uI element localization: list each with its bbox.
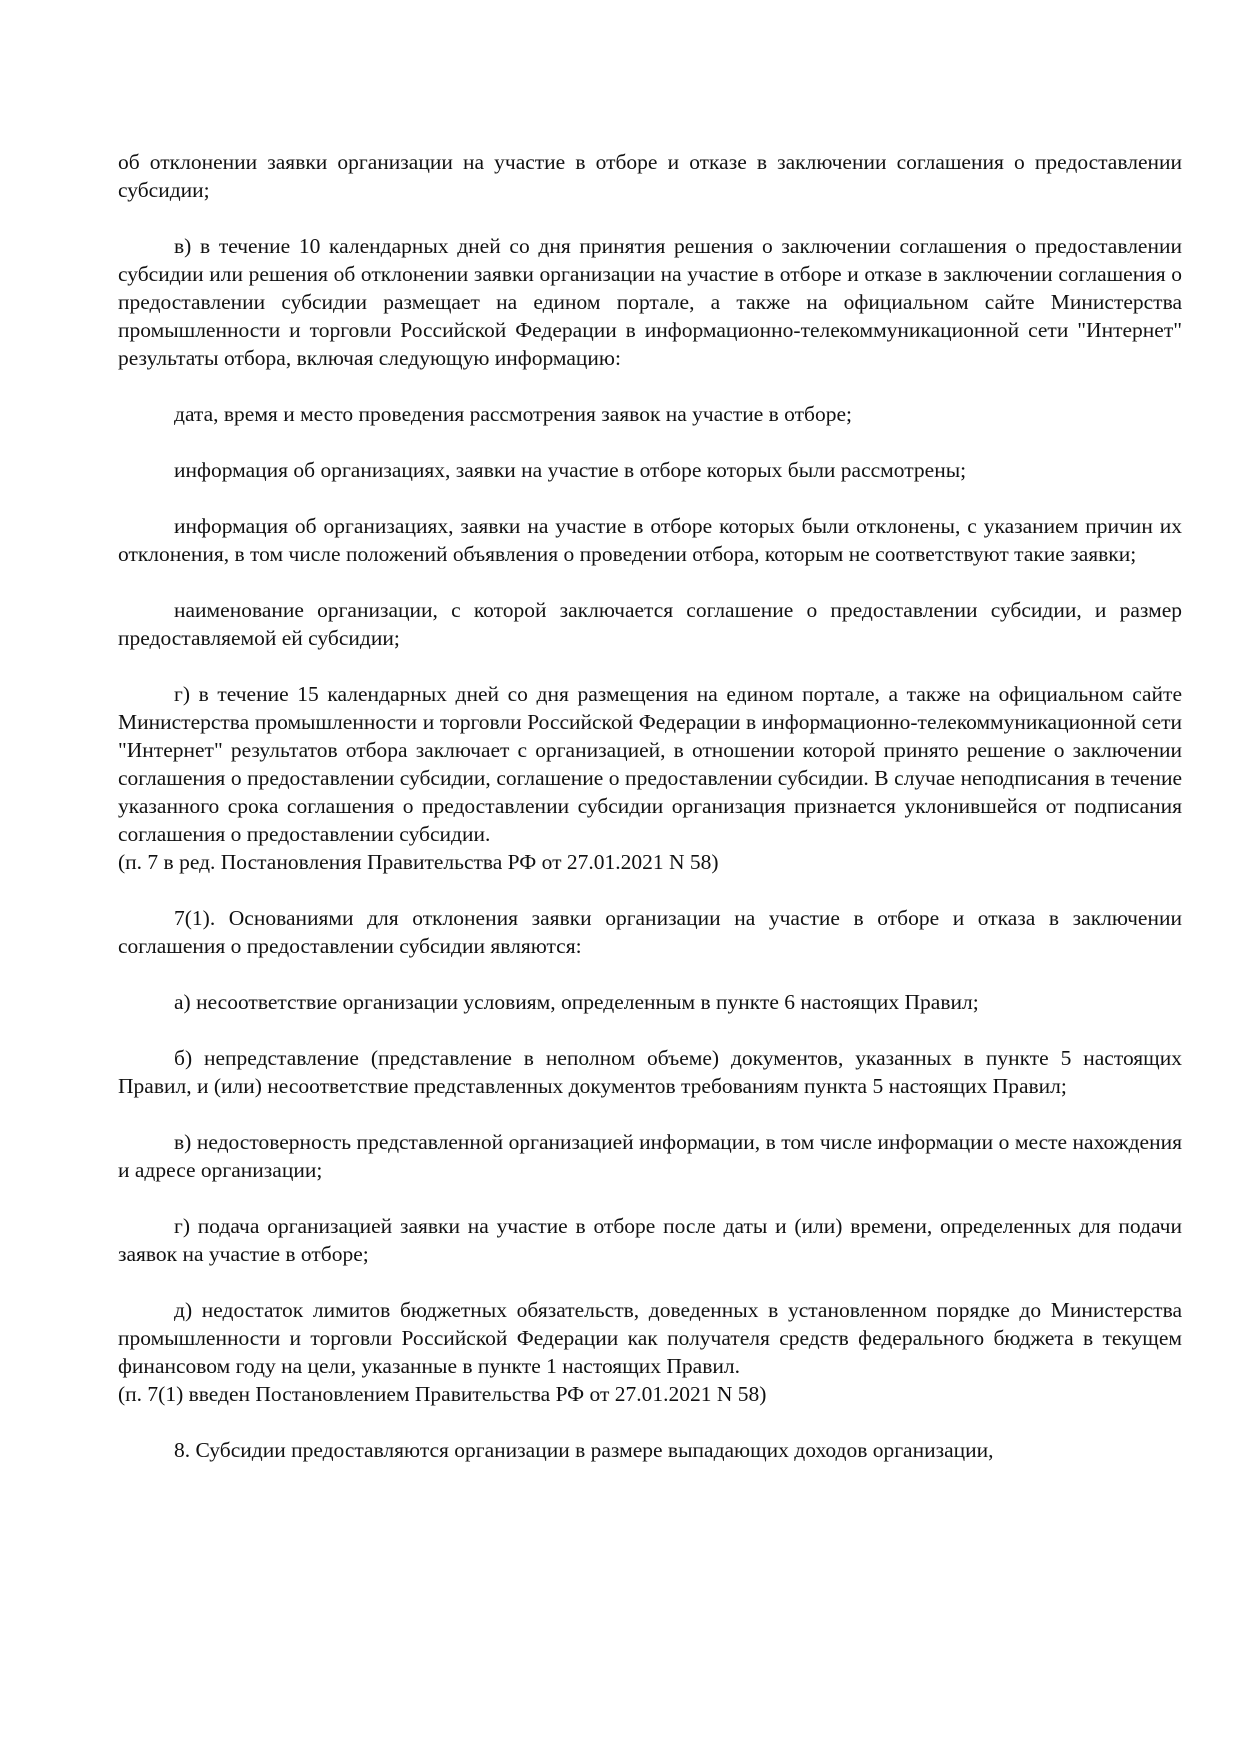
paragraph-v-unreliable-info: в) недостоверность представленной организацией информации, в том числе информации о месте нахождения и адресе организации; [118,1130,1182,1182]
paragraph-org-name-amount: наименование организации, с которой заключается соглашение о предоставлении субсидии, и размер предоставляемой ей субсидии; [118,598,1182,650]
paragraph-rejected-orgs: информация об организациях, заявки на участие в отборе которых были отклонены, с указанием причин их отклонения, в том числе положений объявления о проведении отбора, которым не соответствуют такие заявки; [118,514,1182,566]
paragraph-d-budget-limits: д) недостаток лимитов бюджетных обязательств, доведенных в установленном порядке до Министерства промышленности и торговли Российской Федерации как получателя средств федерального бюджета в текущем финансовом году на цели, указанные в пункте 1 настоящих Правил. [118,1298,1182,1378]
paragraph-rejection-continued: об отклонении заявки организации на участие в отборе и отказе в заключении соглашения о предоставлении субсидии; [118,150,1182,202]
paragraph-g-agreement: г) в течение 15 календарных дней со дня размещения на едином портале, а также на официальном сайте Министерства промышленности и торговли Российской Федерации в информационно-телекоммуникационной сети "Интернет" результатов отбора заключает с организацией, в отношении которой принято решение о заключении соглашения о предоставлении субсидии, соглашение о предоставлении субсидии. В случае неподписания в течение указанного срока соглашения о предоставлении субсидии организация признается уклонившейся от подписания соглашения о предоставлении субсидии. [118,682,1182,846]
paragraph-reviewed-orgs: информация об организациях, заявки на участие в отборе которых были рассмотрены; [174,458,967,482]
amendment-note-p7: (п. 7 в ред. Постановления Правительства РФ от 27.01.2021 N 58) [118,850,719,874]
paragraph-b-documents: б) непредставление (представление в неполном объеме) документов, указанных в пункте 5 настоящих Правил, и (или) несоответствие представленных документов требованиям пункта 5 настоящих Правил; [118,1046,1182,1098]
paragraph-8-subsidies: 8. Субсидии предоставляются организации в размере выпадающих доходов организации, [174,1438,994,1462]
paragraph-g-late-submission: г) подача организацией заявки на участие в отборе после даты и (или) времени, определенных для подачи заявок на участие в отборе; [118,1214,1182,1266]
document-page [118,148,1182,1492]
paragraph-a-noncompliance: а) несоответствие организации условиям, определенным в пункте 6 настоящих Правил; [174,990,979,1014]
paragraph-7-1-grounds: 7(1). Основаниями для отклонения заявки организации на участие в отборе и отказа в заключении соглашения о предоставлении субсидии являются: [118,906,1182,958]
paragraph-v-publication: в) в течение 10 календарных дней со дня принятия решения о заключении соглашения о предоставлении субсидии или решения об отклонении заявки организации на участие в отборе и отказе в заключении соглашения о предоставлении субсидии размещает на едином портале, а также на официальном сайте Министерства промышленности и торговли Российской Федерации в информационно-телекоммуникационной сети "Интернет" результаты отбора, включая следующую информацию: [118,234,1182,370]
paragraph-date-time-place: дата, время и место проведения рассмотрения заявок на участие в отборе; [174,402,852,426]
amendment-note-p7-1: (п. 7(1) введен Постановлением Правительства РФ от 27.01.2021 N 58) [118,1382,767,1406]
